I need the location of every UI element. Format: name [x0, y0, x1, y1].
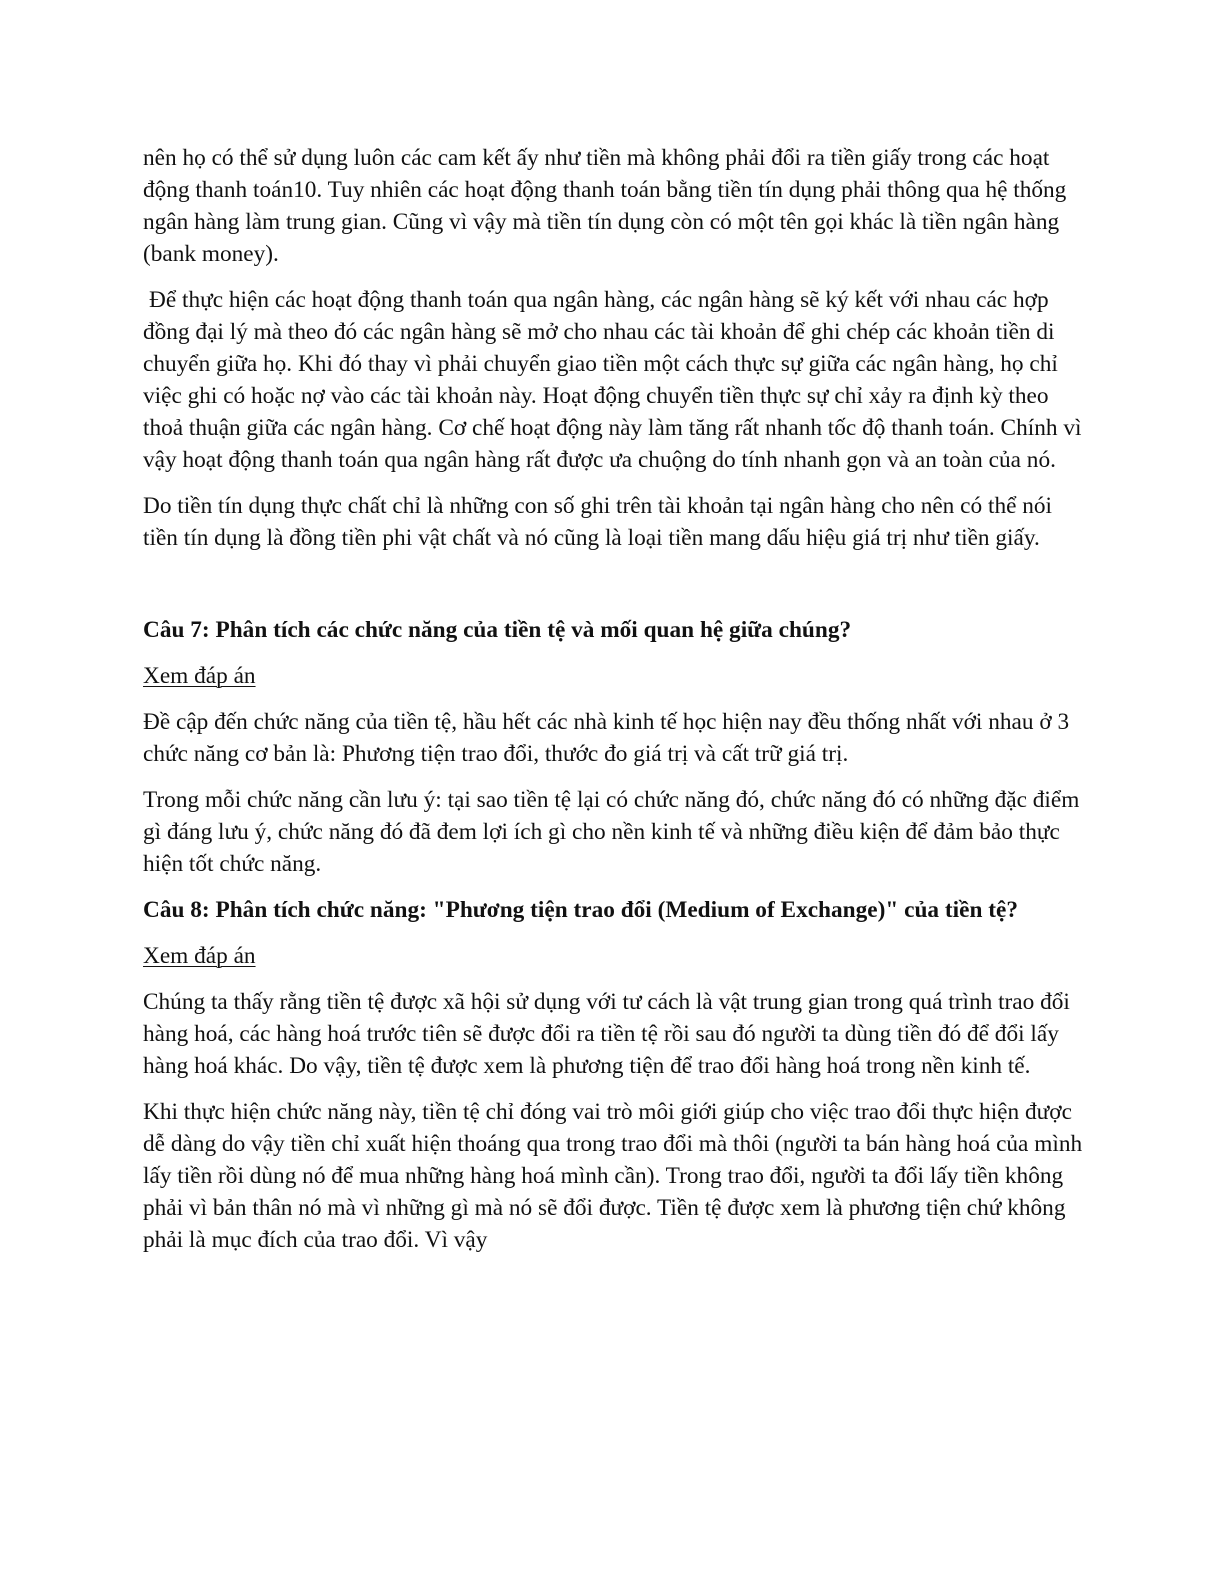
question-7-heading: Câu 7: Phân tích các chức năng của tiền tệ và mối quan hệ giữa chúng?	[143, 617, 852, 643]
paragraph: Để thực hiện các hoạt động thanh toán qua ngân hàng, các ngân hàng sẽ ký kết với nhau các hợp đồng đại lý mà theo đó các ngân hàng sẽ mở cho nhau các tài khoản để ghi chép các khoản tiền di chuyển giữa họ. Khi đó thay vì phải chuyển giao tiền một cách thực sự giữa các ngân hàng, họ chỉ việc ghi có hoặc nợ vào các tài khoản này. Hoạt động chuyển tiền thực sự chỉ xảy ra định kỳ theo thoả thuận giữa các ngân hàng. Cơ chế hoạt động này làm tăng rất nhanh tốc độ thanh toán. Chính vì vậy hoạt động thanh toán qua ngân hàng rất được ưa chuộng do tính nhanh gọn và an toàn của nó.	[143, 287, 1082, 473]
question-8-link-row	[143, 940, 1083, 986]
paragraph: nên họ có thể sử dụng luôn các cam kết ấy như tiền mà không phải đổi ra tiền giấy trong các hoạt động thanh toán10. Tuy nhiên các hoạt động thanh toán bằng tiền tín dụng phải thông qua hệ thống ngân hàng làm trung gian. Cũng vì vậy mà tiền tín dụng còn có một tên gọi khác là tiền ngân hàng (bank money).	[143, 145, 1067, 267]
paragraph: Trong mỗi chức năng cần lưu ý: tại sao tiền tệ lại có chức năng đó, chức năng đó có những đặc điểm gì đáng lưu ý, chức năng đó đã đem lợi ích gì cho nền kinh tế và những điều kiện để đảm bảo thực hiện tốt chức năng.	[143, 787, 1080, 877]
question-7-answer-link[interactable]: Xem đáp án	[143, 663, 256, 689]
question-8-answer-link[interactable]: Xem đáp án	[143, 943, 256, 969]
paragraph: Khi thực hiện chức năng này, tiền tệ chỉ đóng vai trò môi giới giúp cho việc trao đổi thực hiện được dễ dàng do vậy tiền chỉ xuất hiện thoáng qua trong trao đổi mà thôi (người ta bán hàng hoá của mình lấy tiền rồi dùng nó để mua những hàng hoá mình cần). Trong trao đổi, người ta đổi lấy tiền không phải vì bản thân nó mà vì những gì mà nó sẽ đổi được. Tiền tệ được xem là phương tiện chứ không phải là mục đích của trao đổi. Vì vậy	[143, 1099, 1083, 1253]
question-8-heading: Câu 8: Phân tích chức năng: "Phương tiện trao đổi (Medium of Exchange)" của tiền tệ?	[143, 897, 1018, 923]
section-spacer	[143, 568, 1083, 614]
paragraph: Do tiền tín dụng thực chất chỉ là những con số ghi trên tài khoản tại ngân hàng cho nên có thể nói tiền tín dụng là đồng tiền phi vật chất và nó cũng là loại tiền mang dấu hiệu giá trị như tiền giấy.	[143, 493, 1053, 551]
question-7-link-row	[143, 660, 1083, 706]
paragraph: Đề cập đến chức năng của tiền tệ, hầu hết các nhà kinh tế học hiện nay đều thống nhất với nhau ở 3 chức năng cơ bản là: Phương tiện trao đổi, thước đo giá trị và cất trữ giá trị.	[143, 709, 1070, 767]
document-page	[143, 142, 1083, 1270]
paragraph: Chúng ta thấy rằng tiền tệ được xã hội sử dụng với tư cách là vật trung gian trong quá trình trao đổi hàng hoá, các hàng hoá trước tiên sẽ được đổi ra tiền tệ rồi sau đó người ta dùng tiền đó để đổi lấy hàng hoá khác. Do vậy, tiền tệ được xem là phương tiện để trao đổi hàng hoá trong nền kinh tế.	[143, 989, 1070, 1079]
